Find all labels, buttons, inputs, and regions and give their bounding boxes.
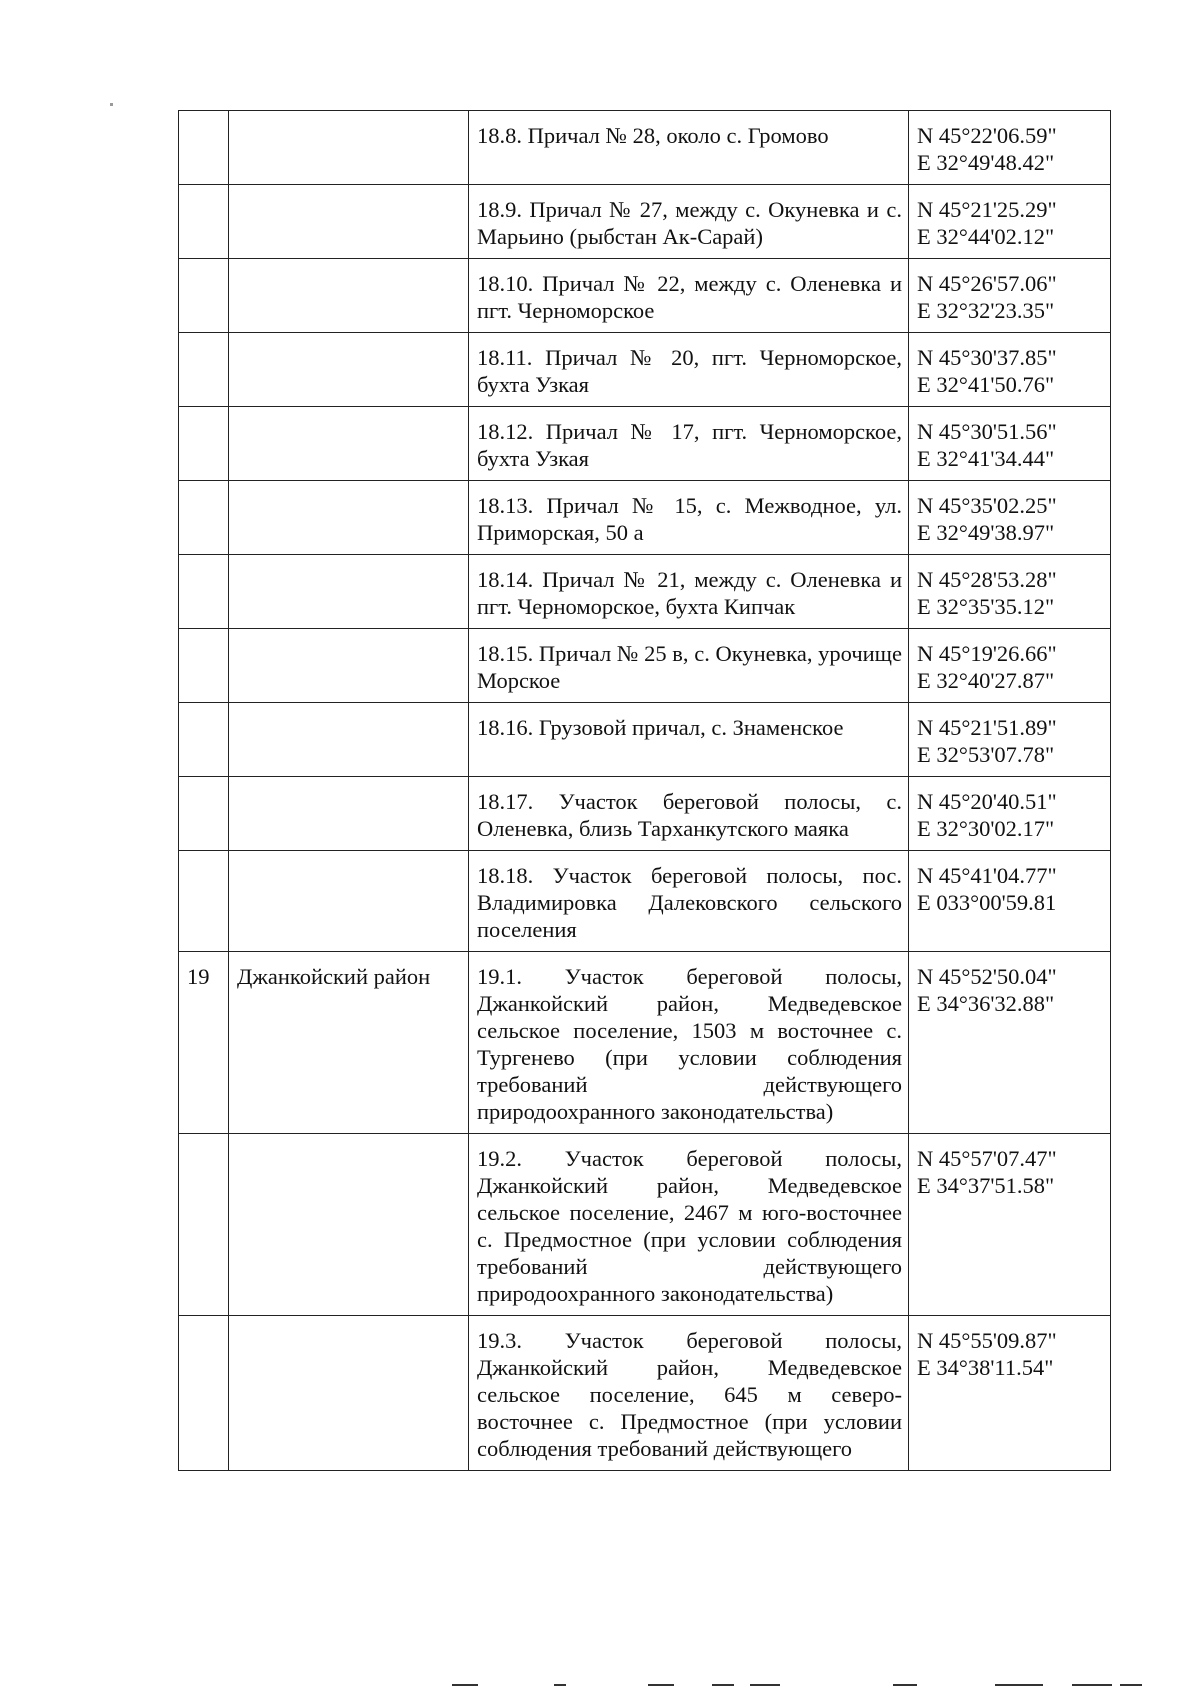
table-row	[179, 481, 1111, 555]
coordinates-cell	[909, 629, 1111, 703]
location-description-cell: 18.8. Причал № 28, около с. Громово	[469, 111, 909, 185]
location-description-cell: 19.3. Участок береговой полосы, Джанкойский район, Медведевское сельское поселение, 645 м северо-восточнее с. Предмостное (при условии соблюдения требований действующего	[469, 1316, 909, 1471]
longitude-value: E 32°41'34.44"	[917, 446, 1055, 471]
table-row	[179, 703, 1111, 777]
district-cell	[229, 1316, 469, 1471]
latitude-value: N 45°55'09.87"	[917, 1328, 1057, 1353]
district-cell	[229, 703, 469, 777]
table-row	[179, 777, 1111, 851]
row-number-cell	[179, 1316, 229, 1471]
district-cell	[229, 481, 469, 555]
coordinates-cell	[909, 185, 1111, 259]
location-description-cell: 18.9. Причал № 27, между с. Окуневка и с. Марьино (рыбстан Ак-Сарай)	[469, 185, 909, 259]
location-description-cell: 18.12. Причал № 17, пгт. Черноморское, бухта Узкая	[469, 407, 909, 481]
coordinates-cell	[909, 851, 1111, 952]
location-description-cell: 19.2. Участок береговой полосы, Джанкойский район, Медведевское сельское поселение, 2467 м юго-восточнее с. Предмостное (при условии соблюдения требований действующего природоохранного законодательства)	[469, 1134, 909, 1316]
longitude-value: E 32°30'02.17"	[917, 816, 1055, 841]
district-cell	[229, 851, 469, 952]
table-row	[179, 407, 1111, 481]
district-cell	[229, 1134, 469, 1316]
latitude-value: N 45°21'25.29"	[917, 197, 1057, 222]
row-number-cell	[179, 703, 229, 777]
latitude-value: N 45°57'07.47"	[917, 1146, 1057, 1171]
row-number-cell	[179, 851, 229, 952]
row-number-cell	[179, 555, 229, 629]
location-description-cell: 18.14. Причал № 21, между с. Оленевка и пгт. Черноморское, бухта Кипчак	[469, 555, 909, 629]
table-row	[179, 259, 1111, 333]
row-number-cell	[179, 111, 229, 185]
location-description-cell: 18.11. Причал № 20, пгт. Черноморское, бухта Узкая	[469, 333, 909, 407]
longitude-value: E 033°00'59.81	[917, 890, 1057, 915]
district-cell	[229, 777, 469, 851]
footer-scan-marks	[0, 1684, 1200, 1688]
district-cell	[229, 333, 469, 407]
district-cell	[229, 407, 469, 481]
row-number-cell	[179, 1134, 229, 1316]
longitude-value: E 32°53'07.78"	[917, 742, 1055, 767]
latitude-value: N 45°28'53.28"	[917, 567, 1057, 592]
coordinates-cell	[909, 777, 1111, 851]
coordinates-table	[178, 110, 1111, 1471]
coordinates-cell	[909, 1134, 1111, 1316]
row-number-cell	[179, 777, 229, 851]
table-row	[179, 333, 1111, 407]
row-number-cell	[179, 185, 229, 259]
district-cell	[229, 111, 469, 185]
latitude-value: N 45°41'04.77"	[917, 863, 1057, 888]
latitude-value: N 45°30'51.56"	[917, 419, 1057, 444]
district-cell	[229, 259, 469, 333]
latitude-value: N 45°52'50.04"	[917, 964, 1057, 989]
latitude-value: N 45°30'37.85"	[917, 345, 1057, 370]
longitude-value: E 32°35'35.12"	[917, 594, 1055, 619]
table-row	[179, 1316, 1111, 1471]
coordinates-cell	[909, 333, 1111, 407]
coordinates-cell	[909, 555, 1111, 629]
latitude-value: N 45°19'26.66"	[917, 641, 1057, 666]
coordinates-cell	[909, 1316, 1111, 1471]
longitude-value: E 34°36'32.88"	[917, 991, 1055, 1016]
table-row	[179, 1134, 1111, 1316]
district-cell: Джанкойский район	[229, 952, 469, 1134]
table-row	[179, 111, 1111, 185]
coordinates-cell	[909, 481, 1111, 555]
longitude-value: E 32°49'48.42"	[917, 150, 1055, 175]
longitude-value: E 34°37'51.58"	[917, 1173, 1055, 1198]
district-cell	[229, 185, 469, 259]
location-description-cell: 18.13. Причал № 15, с. Межводное, ул. Приморская, 50 а	[469, 481, 909, 555]
location-description-cell: 18.10. Причал № 22, между с. Оленевка и пгт. Черноморское	[469, 259, 909, 333]
coordinates-cell	[909, 407, 1111, 481]
latitude-value: N 45°21'51.89"	[917, 715, 1057, 740]
row-number-cell	[179, 333, 229, 407]
coordinates-cell	[909, 703, 1111, 777]
coordinates-cell	[909, 111, 1111, 185]
row-number-cell	[179, 259, 229, 333]
longitude-value: E 34°38'11.54"	[917, 1355, 1054, 1380]
table-row	[179, 851, 1111, 952]
district-cell	[229, 629, 469, 703]
table-row	[179, 629, 1111, 703]
longitude-value: E 32°44'02.12"	[917, 224, 1055, 249]
row-number-cell	[179, 481, 229, 555]
location-description-cell: 18.17. Участок береговой полосы, с. Оленевка, близь Тарханкутского маяка	[469, 777, 909, 851]
scan-mark	[110, 103, 113, 106]
latitude-value: N 45°26'57.06"	[917, 271, 1057, 296]
district-cell	[229, 555, 469, 629]
coordinates-cell	[909, 952, 1111, 1134]
location-description-cell: 18.16. Грузовой причал, с. Знаменское	[469, 703, 909, 777]
latitude-value: N 45°20'40.51"	[917, 789, 1057, 814]
location-description-cell: 19.1. Участок береговой полосы, Джанкойский район, Медведевское сельское поселение, 1503 м восточнее с. Тургенево (при условии соблюдения требований действующего природоохранного законодательства)	[469, 952, 909, 1134]
longitude-value: E 32°40'27.87"	[917, 668, 1055, 693]
table-row	[179, 185, 1111, 259]
row-number-cell	[179, 629, 229, 703]
location-description-cell: 18.15. Причал № 25 в, с. Окуневка, урочище Морское	[469, 629, 909, 703]
latitude-value: N 45°22'06.59"	[917, 123, 1057, 148]
row-number-cell	[179, 407, 229, 481]
longitude-value: E 32°32'23.35"	[917, 298, 1055, 323]
longitude-value: E 32°41'50.76"	[917, 372, 1055, 397]
row-number-cell: 19	[179, 952, 229, 1134]
table-row	[179, 952, 1111, 1134]
latitude-value: N 45°35'02.25"	[917, 493, 1057, 518]
coordinates-cell	[909, 259, 1111, 333]
table-body	[179, 111, 1111, 1471]
table-row	[179, 555, 1111, 629]
location-description-cell: 18.18. Участок береговой полосы, пос. Владимировка Далековского сельского поселения	[469, 851, 909, 952]
longitude-value: E 32°49'38.97"	[917, 520, 1055, 545]
